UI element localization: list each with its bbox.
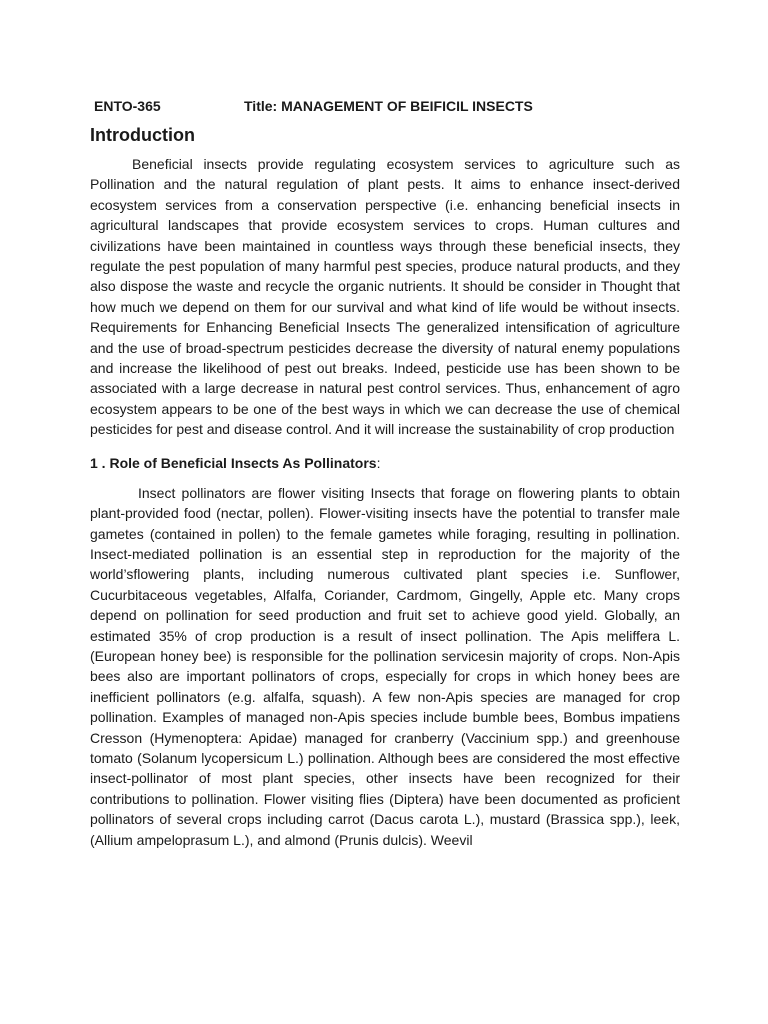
document-header bbox=[90, 96, 680, 116]
section-1-heading-colon: : bbox=[376, 454, 381, 471]
document-title: Title: MANAGEMENT OF BEIFICIL INSECTS bbox=[244, 98, 533, 114]
introduction-heading: Introduction bbox=[90, 125, 195, 145]
section-1-heading-text: 1 . Role of Beneficial Insects As Pollinators bbox=[90, 454, 377, 471]
course-code: ENTO-365 bbox=[94, 98, 161, 114]
pollinators-paragraph: Insect pollinators are flower visiting Insects that forage on flowering plants to obtain plant-provided food (nectar, pollen). Flower-visiting insects have the potential to transfer male gametes (contained in pollen) to the female gametes while foraging, resulting in pollination. Insect-mediated pollination is an essential step in reproduction for the majority of the world’sflowering plants, including numerous cultivated plant species i.e. Sunflower, Cucurbitaceous vegetables, Alfalfa, Coriander, Cardmom, Gingelly, Apple etc. Many crops depend on pollination for seed production and fruit set to achieve good yield. Globally, an estimated 35% of crop production is a result of insect pollination. The Apis meliffera L. (European honey bee) is responsible for the pollination servicesin majority of crops. Non-Apis bees also are important pollinators of crops, especially for crops in which honey bees are inefficient pollinators (e.g. alfalfa, squash). A few non-Apis species are managed for crop pollination. Examples of managed non-Apis species include bumble bees, Bombus impatiens Cresson (Hymenoptera: Apidae) managed for cranberry (Vaccinium spp.) and greenhouse tomato (Solanum lycopersicum L.) pollination. Although bees are considered the most effective insect-pollinator of most plant species, other insects have been recognized for their contributions to pollination. Flower visiting flies (Diptera) have been documented as proficient pollinators of several crops including carrot (Dacus carota L.), mustard (Brassica spp.), leek, (Allium ampeloprasum L.), and almond (Prunis dulcis). Weevil bbox=[90, 484, 680, 848]
section-1-heading bbox=[90, 453, 680, 473]
introduction-paragraph: Beneficial insects provide regulating ecosystem services to agriculture such as Pollination and the natural regulation of plant pests. It aims to enhance insect-derived ecosystem services from a conservation perspective (i.e. enhancing beneficial insects in agricultural landscapes that provide ecosystem services to crops. Human cultures and civilizations have been maintained in countless ways through these beneficial insects, they regulate the pest population of many harmful pest species, produce natural products, and they also dispose the waste and recycle the organic nutrients. It should be consider in Thought that how much we depend on them for our survival and what kind of life would be without insects. Requirements for Enhancing Beneficial Insects The generalized intensification of agriculture and the use of broad-spectrum pesticides decrease the diversity of natural enemy populations and increase the likelihood of pest out breaks. Indeed, pesticide use has been shown to be associated with a large decrease in natural pest control services. Thus, enhancement of agro ecosystem appears to be one of the best ways in which we can decrease the use of chemical pesticides for pest and disease control. And it will increase the sustainability of crop production bbox=[90, 156, 680, 438]
